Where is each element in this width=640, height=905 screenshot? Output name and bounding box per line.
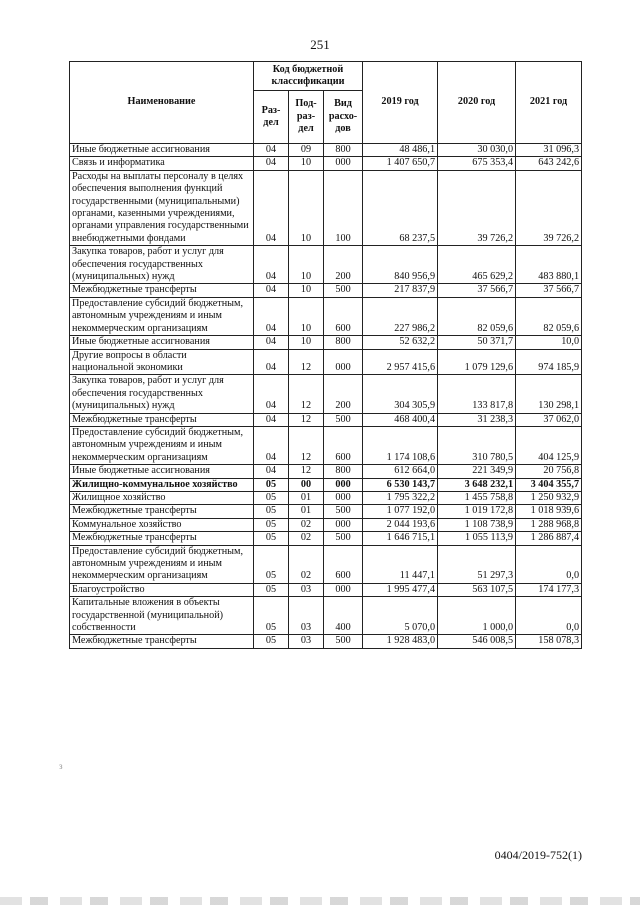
table-row [70,336,582,349]
row-value-2020: 546 008,5 [438,635,516,648]
row-name: Межбюджетные трансферты [70,635,254,648]
row-section: 05 [254,597,289,635]
row-value-2020: 82 059,6 [438,297,516,335]
document-code: 0404/2019-752(1) [494,848,582,862]
row-value-2021: 1 288 968,8 [516,518,582,531]
row-value-2020: 50 371,7 [438,336,516,349]
row-subsection: 09 [289,144,324,157]
row-name: Связь и информатика [70,157,254,170]
page-number: 251 [310,37,330,52]
row-value-2020: 133 817,8 [438,375,516,413]
row-section: 05 [254,518,289,531]
scan-artifact-strip [0,897,640,905]
table-row [70,413,582,426]
row-value-2020: 1 019 172,8 [438,505,516,518]
row-expense-type: 000 [324,518,363,531]
header-2020: 2020 год [438,62,516,144]
row-subsection: 10 [289,284,324,297]
row-name: Межбюджетные трансферты [70,505,254,518]
table-row [70,297,582,335]
row-section: 05 [254,583,289,596]
row-expense-type: 800 [324,336,363,349]
row-section: 04 [254,413,289,426]
row-value-2019: 68 237,5 [363,170,438,245]
header-code-group: Код бюджетной классификации [254,62,363,91]
row-value-2019: 840 956,9 [363,246,438,284]
row-value-2019: 1 174 108,6 [363,426,438,464]
header-2021: 2021 год [516,62,582,144]
table-row [70,426,582,464]
row-value-2019: 1 795 322,2 [363,491,438,504]
budget-table [69,61,582,649]
row-name: Иные бюджетные ассигнования [70,336,254,349]
row-expense-type: 500 [324,505,363,518]
row-value-2020: 31 238,3 [438,413,516,426]
row-value-2019: 1 928 483,0 [363,635,438,648]
row-value-2020: 563 107,5 [438,583,516,596]
row-expense-type: 600 [324,545,363,583]
row-subsection: 10 [289,157,324,170]
row-subsection: 02 [289,532,324,545]
row-value-2021: 404 125,9 [516,426,582,464]
row-name: Капитальные вложения в объекты государственной (муниципальной) собственности [70,597,254,635]
row-value-2021: 82 059,6 [516,297,582,335]
row-subsection: 10 [289,170,324,245]
row-expense-type: 600 [324,426,363,464]
row-value-2021: 643 242,6 [516,157,582,170]
row-name: Иные бюджетные ассигнования [70,465,254,478]
row-value-2020: 1 055 113,9 [438,532,516,545]
row-name: Жилищно-коммунальное хозяйство [70,478,254,491]
row-expense-type: 800 [324,144,363,157]
row-expense-type: 400 [324,597,363,635]
row-value-2019: 48 486,1 [363,144,438,157]
row-expense-type: 500 [324,635,363,648]
table-row [70,375,582,413]
row-section: 04 [254,144,289,157]
table-row [70,284,582,297]
row-value-2019: 217 837,9 [363,284,438,297]
row-subsection: 10 [289,336,324,349]
table-body [70,144,582,649]
row-expense-type: 000 [324,157,363,170]
row-subsection: 01 [289,491,324,504]
table-row [70,349,582,375]
table-row [70,478,582,491]
row-section: 04 [254,170,289,245]
row-value-2021: 37 566,7 [516,284,582,297]
row-value-2021: 20 756,8 [516,465,582,478]
header-expense-type: Вид расхо- дов [324,91,363,144]
row-subsection: 01 [289,505,324,518]
row-value-2021: 10,0 [516,336,582,349]
row-value-2019: 468 400,4 [363,413,438,426]
row-value-2019: 52 632,2 [363,336,438,349]
row-expense-type: 000 [324,583,363,596]
row-name: Иные бюджетные ассигнования [70,144,254,157]
row-value-2020: 310 780,5 [438,426,516,464]
row-value-2019: 11 447,1 [363,545,438,583]
row-subsection: 12 [289,426,324,464]
row-subsection: 03 [289,597,324,635]
row-name: Благоустройство [70,583,254,596]
table-row [70,157,582,170]
row-value-2021: 0,0 [516,597,582,635]
row-value-2021: 31 096,3 [516,144,582,157]
row-subsection: 12 [289,465,324,478]
row-value-2020: 51 297,3 [438,545,516,583]
header-section: Раз- дел [254,91,289,144]
row-subsection: 10 [289,246,324,284]
row-value-2020: 1 079 129,6 [438,349,516,375]
row-section: 04 [254,349,289,375]
row-name: Межбюджетные трансферты [70,413,254,426]
row-value-2019: 227 986,2 [363,297,438,335]
table-row [70,545,582,583]
row-value-2019: 1 077 192,0 [363,505,438,518]
row-value-2021: 3 404 355,7 [516,478,582,491]
row-value-2020: 39 726,2 [438,170,516,245]
row-value-2021: 158 078,3 [516,635,582,648]
table-row [70,144,582,157]
table-row [70,246,582,284]
row-value-2019: 1 646 715,1 [363,532,438,545]
row-subsection: 12 [289,349,324,375]
row-section: 05 [254,545,289,583]
row-value-2021: 974 185,9 [516,349,582,375]
row-value-2020: 1 000,0 [438,597,516,635]
row-expense-type: 600 [324,297,363,335]
header-name: Наименование [70,62,254,144]
row-value-2019: 2 957 415,6 [363,349,438,375]
row-value-2020: 1 455 758,8 [438,491,516,504]
row-value-2019: 612 664,0 [363,465,438,478]
row-value-2020: 3 648 232,1 [438,478,516,491]
row-section: 05 [254,635,289,648]
table-row [70,491,582,504]
row-subsection: 03 [289,583,324,596]
row-subsection: 12 [289,375,324,413]
row-name: Коммунальное хозяйство [70,518,254,531]
row-section: 05 [254,478,289,491]
row-section: 04 [254,246,289,284]
row-value-2021: 37 062,0 [516,413,582,426]
row-section: 04 [254,284,289,297]
table-row [70,505,582,518]
row-expense-type: 000 [324,491,363,504]
row-value-2021: 174 177,3 [516,583,582,596]
row-name: Жилищное хозяйство [70,491,254,504]
row-expense-type: 200 [324,375,363,413]
row-subsection: 03 [289,635,324,648]
row-subsection: 02 [289,518,324,531]
row-value-2019: 2 044 193,6 [363,518,438,531]
table-row [70,597,582,635]
row-value-2020: 1 108 738,9 [438,518,516,531]
table-row [70,170,582,245]
row-value-2021: 39 726,2 [516,170,582,245]
row-section: 04 [254,157,289,170]
row-value-2020: 30 030,0 [438,144,516,157]
row-subsection: 10 [289,297,324,335]
header-2019: 2019 год [363,62,438,144]
table-row [70,635,582,648]
row-value-2019: 1 407 650,7 [363,157,438,170]
row-expense-type: 000 [324,349,363,375]
row-value-2020: 37 566,7 [438,284,516,297]
row-section: 04 [254,297,289,335]
row-name: Предоставление субсидий бюджетным, автономным учреждениям и иным некоммерческим организациям [70,297,254,335]
row-value-2019: 1 995 477,4 [363,583,438,596]
row-expense-type: 200 [324,246,363,284]
row-value-2021: 1 286 887,4 [516,532,582,545]
row-expense-type: 800 [324,465,363,478]
row-subsection: 02 [289,545,324,583]
row-section: 04 [254,426,289,464]
row-expense-type: 000 [324,478,363,491]
row-section: 04 [254,375,289,413]
row-name: Межбюджетные трансферты [70,532,254,545]
row-section: 04 [254,465,289,478]
table-header [70,62,582,144]
row-expense-type: 500 [324,532,363,545]
row-value-2021: 1 250 932,9 [516,491,582,504]
row-section: 04 [254,336,289,349]
row-value-2019: 6 530 143,7 [363,478,438,491]
table-row [70,583,582,596]
row-value-2021: 0,0 [516,545,582,583]
row-expense-type: 100 [324,170,363,245]
table-row [70,465,582,478]
header-subsection: Под- раз- дел [289,91,324,144]
row-value-2021: 483 880,1 [516,246,582,284]
row-value-2021: 1 018 939,6 [516,505,582,518]
row-expense-type: 500 [324,413,363,426]
row-value-2019: 304 305,9 [363,375,438,413]
row-value-2019: 5 070,0 [363,597,438,635]
row-section: 05 [254,532,289,545]
row-subsection: 12 [289,413,324,426]
row-section: 05 [254,505,289,518]
row-value-2021: 130 298,1 [516,375,582,413]
row-value-2020: 675 353,4 [438,157,516,170]
row-name: Закупка товаров, работ и услуг для обеспечения государственных (муниципальных) нужд [70,375,254,413]
row-value-2020: 465 629,2 [438,246,516,284]
row-value-2020: 221 349,9 [438,465,516,478]
table-row [70,532,582,545]
row-subsection: 00 [289,478,324,491]
row-name: Предоставление субсидий бюджетным, автономным учреждениям и иным некоммерческим организациям [70,426,254,464]
row-name: Другие вопросы в области национальной экономики [70,349,254,375]
table-row [70,518,582,531]
row-expense-type: 500 [324,284,363,297]
row-section: 05 [254,491,289,504]
row-name: Расходы на выплаты персоналу в целях обеспечения выполнения функций государственными (муниципальными) органами, казенными учреждениями, органами управления государственными внебюджетными фондами [70,170,254,245]
margin-mark: з [59,761,63,771]
row-name: Закупка товаров, работ и услуг для обеспечения государственных (муниципальных) нужд [70,246,254,284]
row-name: Межбюджетные трансферты [70,284,254,297]
row-name: Предоставление субсидий бюджетным, автономным учреждениям и иным некоммерческим организациям [70,545,254,583]
